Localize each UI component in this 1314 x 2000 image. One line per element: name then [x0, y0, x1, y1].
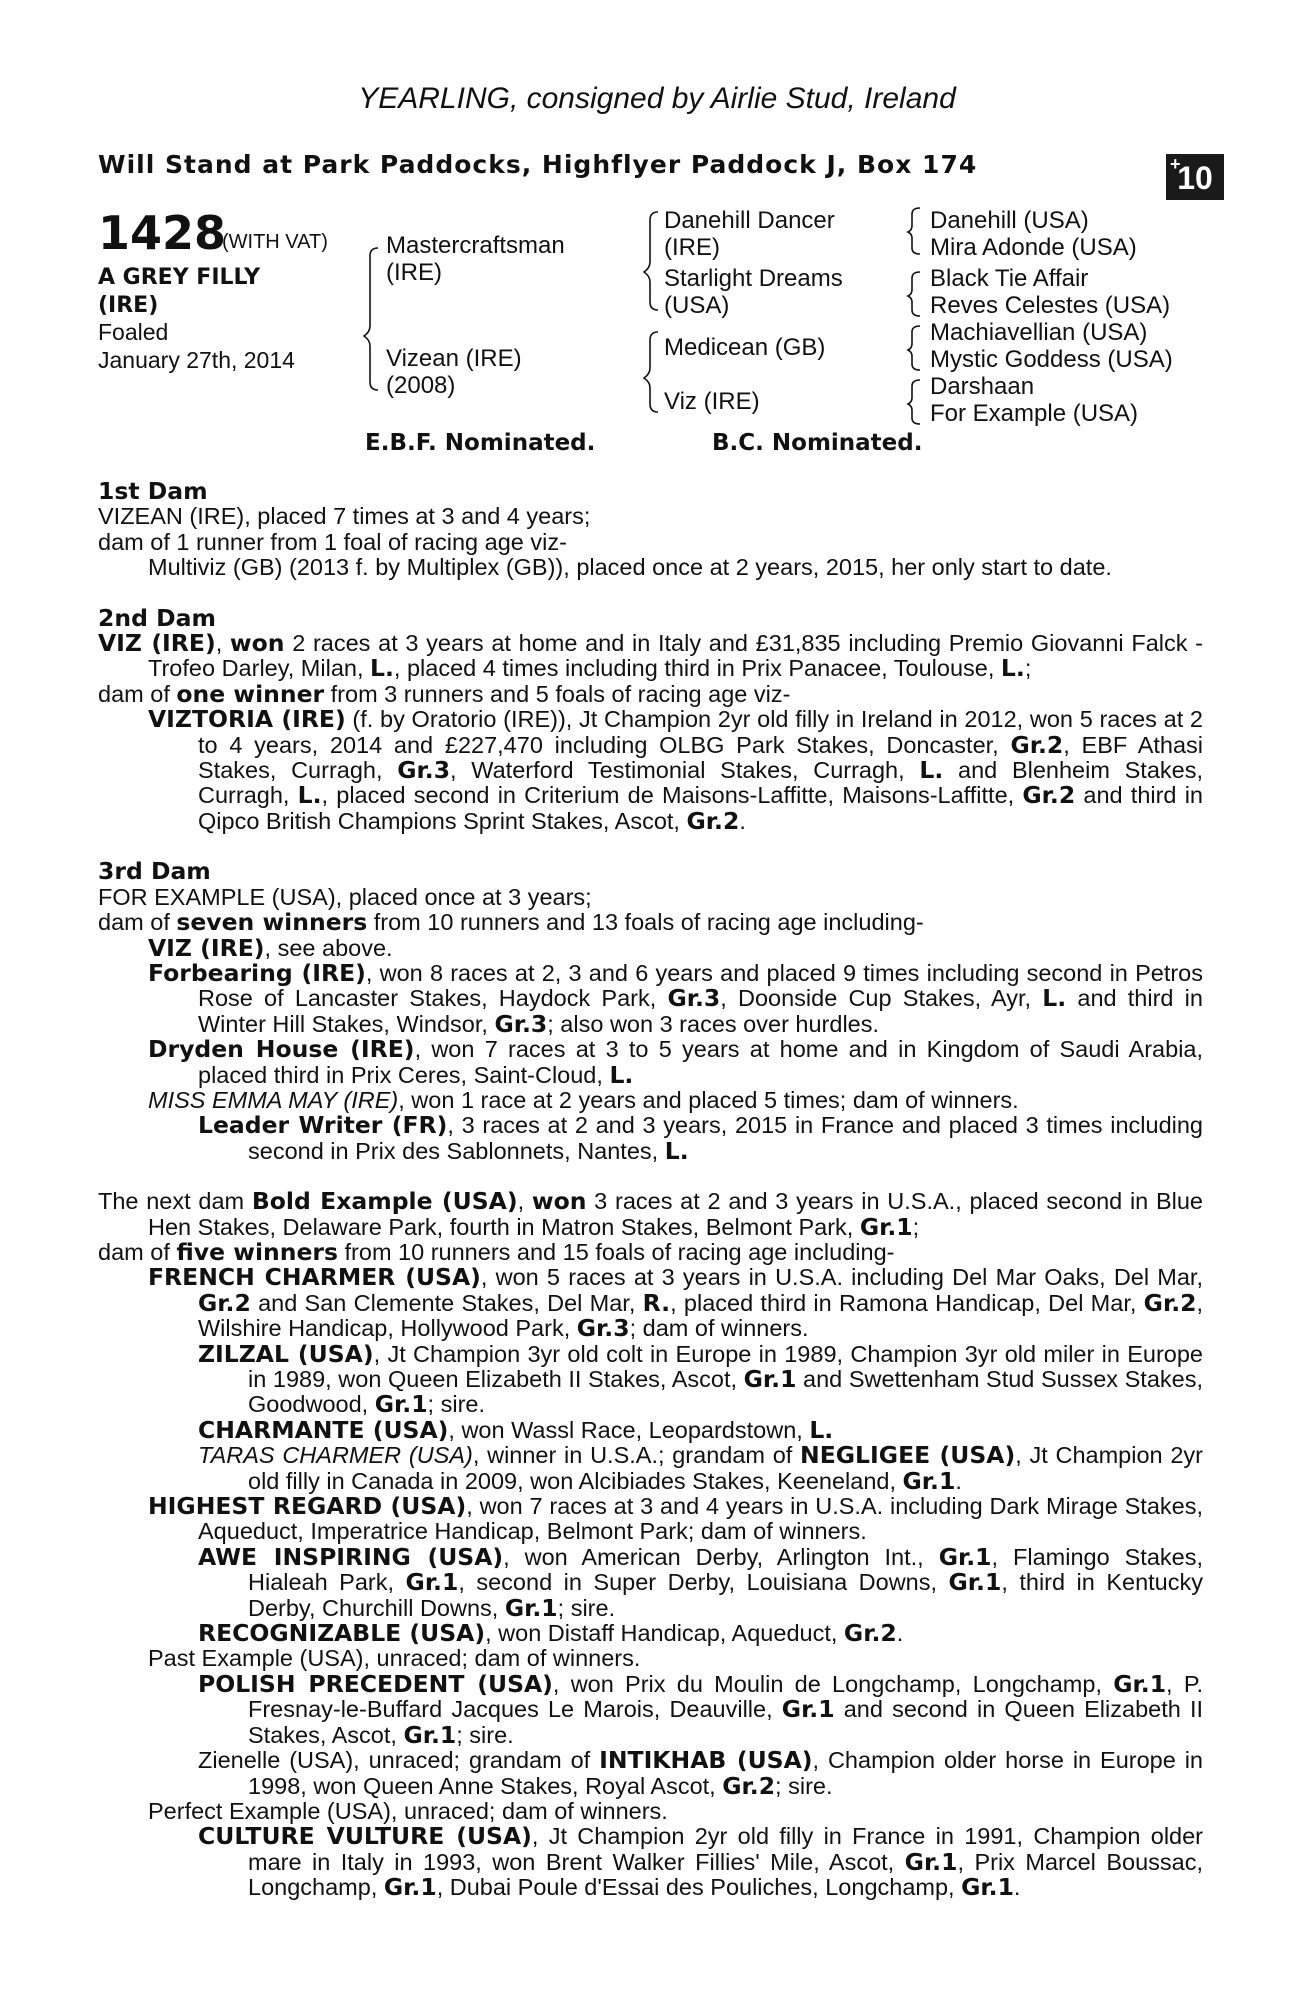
perfect-example-record: Perfect Example (USA), unraced; dam of winners.: [148, 1797, 668, 1824]
recognizable-record: RECOGNIZABLE (USA), won Distaff Handicap, Aqueduct, Gr.2.: [198, 1619, 904, 1648]
miss-emma-record: MISS EMMA MAY (IRE), won 1 race at 2 years and placed 5 times; dam of winners.: [148, 1086, 1019, 1113]
dryden-record: Dryden House (IRE), won 7 races at 3 to 5 years at home and in Kingdom of Saudi Arabia, placed third in Prix Ceres, Saint-Cloud, L.: [148, 1035, 1204, 1089]
second-dam-produce-line: dam of one winner from 3 runners and 5 foals of racing age viz-: [98, 679, 791, 708]
gen3-sdd: Reves Celestes (USA): [930, 292, 1171, 319]
viz-ref: VIZ (IRE), see above.: [148, 933, 393, 962]
highest-regard-record: HIGHEST REGARD (USA), won 7 races at 3 and 4 years in U.S.A. including Dark Mirage Stakes, Aqueduct, Imperatrice Handicap, Belmont Park; dam of winners.: [148, 1492, 1203, 1545]
forbearing-record: Forbearing (IRE), won 8 races at 2, 3 and 6 years and placed 9 times including second in Petros Rose of Lancaster Stakes, Haydock Park, Gr.3, Doonside Cup Stakes, Ayr, L. and third in Winter Hill Stakes, Windsor, Gr.3; also won 3 races over hurdles.: [148, 958, 1203, 1038]
ebf-nominated: E.B.F. Nominated.: [365, 430, 596, 456]
badge-number: 10: [1177, 160, 1213, 196]
badge-plus: +: [1170, 154, 1181, 174]
lot-number: 1428: [98, 206, 227, 260]
gen3-sss: Danehill (USA): [930, 207, 1089, 234]
sire: [386, 232, 565, 286]
viztoria-record: VIZTORIA (IRE) (f. by Oratorio (IRE)), Jt Champion 2yr old filly in Ireland in 2012, won 5 races at 2 to 4 years, 2014 and £227,470 including OLBG Park Stakes, Doncaster, Gr.2, EBF Athasi Stakes, Curragh, Gr.3, Waterford Testimonial Stakes, Curragh, L. and Blenheim Stakes, Curragh, L., placed second in Criterium de Maisons-Laffitte, Maisons-Laffitte, Gr.2 and third in Qipco British Champions Sprint Stakes, Ascot, Gr.2.: [148, 705, 1204, 835]
french-charmer-record: FRENCH CHARMER (USA), won 5 races at 3 years in U.S.A. including Del Mar Oaks, Del Mar, Gr.2 and San Clemente Stakes, Del Mar, R., placed third in Ramona Handicap, Del Mar, Gr.2, Wilshire Handicap, Hollywood Park, Gr.3; dam of winners.: [148, 1263, 1204, 1343]
zilzal-record: ZILZAL (USA), Jt Champion 3yr old colt in Europe in 1989, Champion 3yr old miler in Europe in 1989, won Queen Elizabeth II Stakes, Ascot, Gr.1 and Swettenham Stud Sussex Stakes, Goodwood, Gr.1; sire.: [198, 1339, 1203, 1419]
next-dam-produce-line: dam of five winners from 10 runners and 15 foals of racing age including-: [98, 1237, 895, 1266]
pedigree-brackets: [0, 0, 1314, 460]
dam-year: (2008): [386, 372, 456, 399]
first-dam-heading: 1st Dam: [98, 477, 208, 505]
dam-sire: Medicean (GB): [664, 334, 826, 361]
sire-sire: [664, 207, 835, 261]
sd-origin: (USA): [664, 292, 730, 319]
sex-line2: (IRE): [98, 293, 159, 318]
page-title: YEARLING, consigned by Airlie Stud, Ireland: [358, 82, 956, 115]
bc-nominated: B.C. Nominated.: [712, 430, 923, 456]
ss-name: Danehill Dancer: [664, 207, 835, 234]
gen3-sds: Black Tie Affair: [930, 265, 1089, 292]
past-example-record: Past Example (USA), unraced; dam of winners.: [148, 1645, 641, 1672]
zienelle-record: Zienelle (USA), unraced; grandam of INTIKHAB (USA), Champion older horse in Europe in 1998, won Queen Anne Stakes, Royal Ascot, Gr.2; sire.: [198, 1746, 1203, 1800]
stand-location: Will Stand at Park Paddocks, Highflyer Paddock J, Box 174: [98, 150, 978, 179]
second-dam-record: VIZ (IRE), won 2 races at 3 years at home and in Italy and £31,835 including Premio Giovanni Falck - Trofeo Darley, Milan, L., placed 4 times including third in Prix Panacee, Toulouse, L.;: [98, 629, 1203, 683]
polish-precedent-record: POLISH PRECEDENT (USA), won Prix du Moulin de Longchamp, Longchamp, Gr.1, P. Fresnay-le-Buffard Jacques Le Marois, Deauville, Gr.1 and second in Queen Elizabeth II Stakes, Ascot, Gr.1; sire.: [198, 1669, 1204, 1749]
third-dam-line1: FOR EXAMPLE (USA), placed once at 3 years;: [98, 883, 592, 910]
charmante-record: CHARMANTE (USA), won Wassl Race, Leopardstown, L.: [198, 1415, 834, 1444]
gen3-ddd: For Example (USA): [930, 400, 1139, 427]
dam-name: Vizean (IRE): [386, 345, 522, 372]
first-dam-line1: VIZEAN (IRE), placed 7 times at 3 and 4 years;: [98, 503, 591, 530]
gen3-dsd: Mystic Goddess (USA): [930, 346, 1173, 373]
leader-writer-record: Leader Writer (FR), 3 races at 2 and 3 years, 2015 in France and placed 3 times including second in Prix des Sablonnets, Nantes, L.: [198, 1111, 1203, 1165]
dam: [386, 345, 522, 399]
sire-name: Mastercraftsman: [386, 232, 565, 259]
dam-dam: Viz (IRE): [664, 388, 760, 415]
foaled-label: Foaled: [98, 319, 169, 345]
sd-name: Starlight Dreams: [664, 265, 843, 292]
next-dam-record: The next dam Bold Example (USA), won 3 races at 2 and 3 years in U.S.A., placed second in Blue Hen Stakes, Delaware Park, fourth in Matron Stakes, Belmont Park, Gr.1;: [98, 1187, 1204, 1241]
third-dam-produce-line: dam of seven winners from 10 runners and 13 foals of racing age including-: [98, 908, 924, 937]
foaled-date: January 27th, 2014: [98, 347, 295, 373]
gen3-dds: Darshaan: [930, 373, 1035, 400]
sire-origin: (IRE): [386, 259, 442, 286]
pedigree-notes: [98, 479, 1203, 1901]
second-dam-heading: 2nd Dam: [98, 603, 216, 632]
culture-vulture-record: CULTURE VULTURE (USA), Jt Champion 2yr old filly in France in 1991, Champion older mare in Italy in 1993, won Brent Walker Fillies' Mile, Ascot, Gr.1, Prix Marcel Boussac, Longchamp, Gr.1, Dubai Poule d'Essai des Pouliches, Longchamp, Gr.1.: [198, 1822, 1204, 1902]
first-dam-produce: Multiviz (GB) (2013 f. by Multiplex (GB)), placed once at 2 years, 2015, her only start to date.: [148, 554, 1112, 581]
third-dam-heading: 3rd Dam: [98, 857, 211, 886]
sex-line1: A GREY FILLY: [98, 265, 261, 290]
sire-dam: [664, 265, 843, 319]
gen3-dss: Machiavellian (USA): [930, 319, 1148, 346]
ss-origin: (IRE): [664, 234, 720, 261]
vat-note: (WITH VAT): [222, 231, 328, 253]
gen3-ssd: Mira Adonde (USA): [930, 234, 1137, 261]
awe-inspiring-record: AWE INSPIRING (USA), won American Derby, Arlington Int., Gr.1, Flamingo Stakes, Hialeah Park, Gr.1, second in Super Derby, Louisiana Downs, Gr.1, third in Kentucky Derby, Churchill Downs, Gr.1; sire.: [198, 1542, 1203, 1622]
first-dam-line2: dam of 1 runner from 1 foal of racing age viz-: [98, 528, 567, 555]
taras-charmer-record: TARAS CHARMER (USA), winner in U.S.A.; grandam of NEGLIGEE (USA), Jt Champion 2yr old filly in Canada in 2009, won Alcibiades Stakes, Keeneland, Gr.1.: [198, 1441, 1203, 1495]
